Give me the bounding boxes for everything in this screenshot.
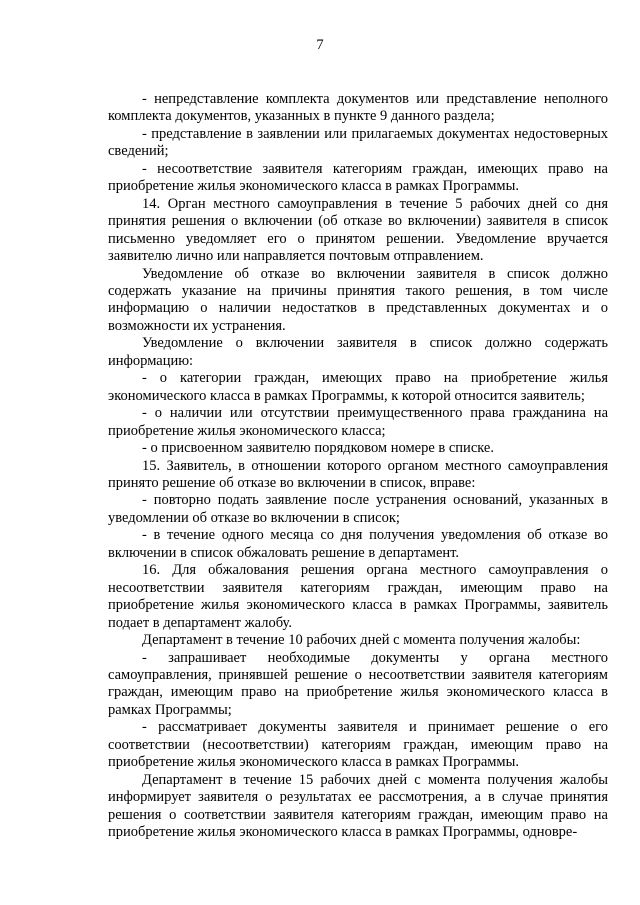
paragraph: Уведомление о включении заявителя в список должно содержать информацию: (108, 335, 608, 369)
paragraph: - о наличии или отсутствии преимущественного права гражданина на приобретение жилья экономического класса; (108, 405, 608, 439)
paragraph: - представление в заявлении или прилагаемых документах недостоверных сведений; (108, 125, 608, 160)
paragraph: 15. Заявитель, в отношении которого органом местного самоуправления принято решение об отказе во включении в список, вправе: (108, 457, 608, 491)
paragraph: Уведомление об отказе во включении заявителя в список должно содержать указание на причины принятия такого решения, в том числе информацию о наличии недостатков в представленных документах и о возможности их устранения. (108, 265, 608, 334)
paragraph: 14. Орган местного самоуправления в течение 5 рабочих дней со дня принятия решения о включении (об отказе во включении) заявителя в список письменно уведомляет его о принятом решении. Уведомление вручается заявителю лично или направляется почтовым отправлением. (108, 195, 608, 265)
paragraph: 16. Для обжалования решения органа местного самоуправления о несоответствии заявителя категориям граждан, имеющим право на приобретение жилья экономического класса в рамках Программы, заявитель подает в департамент жалобу. (108, 562, 608, 631)
paragraph: Департамент в течение 10 рабочих дней с момента получения жалобы: (142, 632, 581, 649)
paragraph: - запрашивает необходимые документы у органа местного самоуправления, принявшей решение о несоответствии заявителя категориям граждан, имеющим право на приобретение жилья экономического класса в рамках Программы; (108, 649, 608, 718)
paragraph: - о присвоенном заявителю порядковом номере в списке. (142, 440, 494, 457)
paragraph: - о категории граждан, имеющих право на приобретение жилья экономического класса в рамках Программы, к которой относится заявитель; (108, 370, 608, 404)
document-body (108, 91, 608, 841)
paragraph: Департамент в течение 15 рабочих дней с момента получения жалобы информирует заявителя о результатах ее рассмотрения, а в случае принятия решения о соответствии заявителя категориям граждан, имеющим право на приобретение жилья экономического класса в рамках Программы, одновре- (108, 771, 608, 841)
paragraph: - в течение одного месяца со дня получения уведомления об отказе во включении в список обжаловать решение в департамент. (108, 527, 608, 561)
page-number: 7 (316, 37, 324, 53)
paragraph: - рассматривает документы заявителя и принимает решение о его соответствии (несоответствии) категориям граждан, имеющим право на приобретение жилья экономического класса в рамках Программы. (108, 719, 608, 771)
paragraph: - повторно подать заявление после устранения оснований, указанных в уведомлении об отказе во включении в список; (108, 492, 608, 526)
paragraph: - несоответствие заявителя категориям граждан, имеющих право на приобретение жилья экономического класса в рамках Программы. (108, 160, 608, 195)
paragraph: - непредставление комплекта документов или представление неполного комплекта документов, указанных в пункте 9 данного раздела; (108, 91, 608, 125)
